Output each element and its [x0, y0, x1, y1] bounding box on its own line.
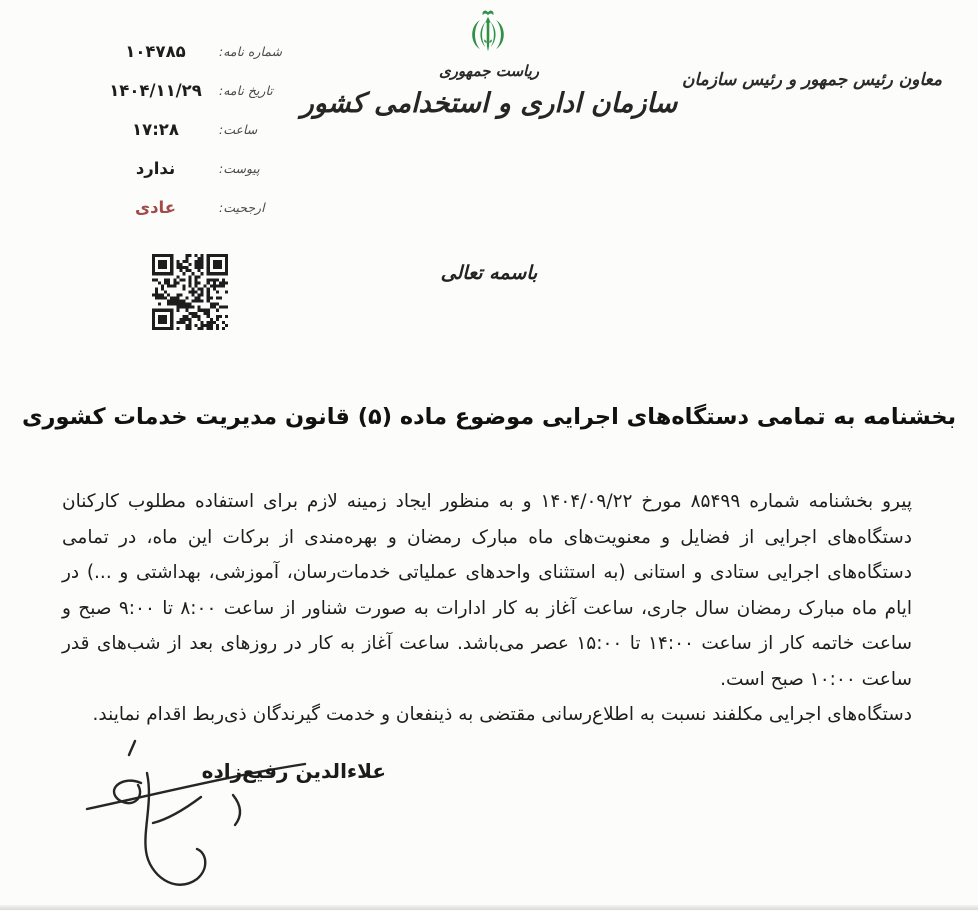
meta-value-attachment: ندارد [135, 159, 176, 178]
meta-value-time: ۱۷:۲۸ [132, 120, 179, 139]
meta-row-priority [92, 188, 297, 227]
org-parent-title: ریاست جمهوری [438, 62, 540, 80]
letter-body [62, 484, 912, 733]
page-edge [0, 905, 978, 910]
meta-value-priority: عادی [134, 198, 177, 217]
meta-value-number: ۱۰۴۷۸۵ [125, 42, 186, 61]
meta-label-number: شماره نامه: [219, 44, 282, 59]
signer-name: علاءالدین رفیع‌زاده [201, 759, 386, 783]
signature-block [83, 733, 393, 905]
body-paragraph-2: دستگاه‌های اجرایی مکلفند نسبت به اطلاع‌رسانی مقتضی به ذینفعان و خدمت گیرندگان ذی‌ربط اقدام نمایند. [92, 704, 912, 725]
meta-value-date: ۱۴۰۴/۱۱/۲۹ [109, 81, 202, 100]
meta-row-attachment [92, 149, 297, 188]
iran-emblem-icon [461, 6, 515, 62]
bismillah-text: باسمه تعالی [440, 262, 538, 284]
meta-label-date: تاریخ نامه: [219, 83, 273, 98]
signer-role: معاون رئیس جمهور و رئیس سازمان [681, 70, 942, 90]
body-paragraph-1: پیرو بخشنامه شماره ۸۵۴۹۹ مورخ ۱۴۰۴/۰۹/۲۲ و به منظور ایجاد زمینه لازم برای استفاده مطلوب کارکنان دستگاه‌های اجرایی از فضایل و معنویت‌های ماه مبارک رمضان و بهره‌مندی از برکات این ماه، در تمامی دستگاه‌های اجرایی ستادی و استانی (به استثنای واحدهای عملیاتی خدمات‌رسان، آموزشی، بهداشتی و ...) در ایام ماه مبارک رمضان سال جاری، ساعت آغاز به کار ادارات به صورت شناور از ساعت ۸:۰۰ تا ۹:۰۰ صبح و ساعت خاتمه کار از ساعت ۱۴:۰۰ تا ۱۵:۰۰ عصر می‌باشد. ساعت آغاز به کار در روزهای بعد از شب‌های قدر ساعت ۱۰:۰۰ صبح است. [62, 491, 913, 690]
org-name-title: سازمان اداری و استخدامی کشور [300, 88, 678, 119]
circular-title: بخشنامه به تمامی دستگاه‌های اجرایی موضوع ماده (۵) قانون مدیریت خدمات کشوری [21, 404, 957, 430]
meta-label-time: ساعت: [219, 122, 258, 137]
meta-label-attachment: پیوست: [219, 161, 260, 176]
meta-label-priority: ارجحیت: [219, 200, 265, 215]
